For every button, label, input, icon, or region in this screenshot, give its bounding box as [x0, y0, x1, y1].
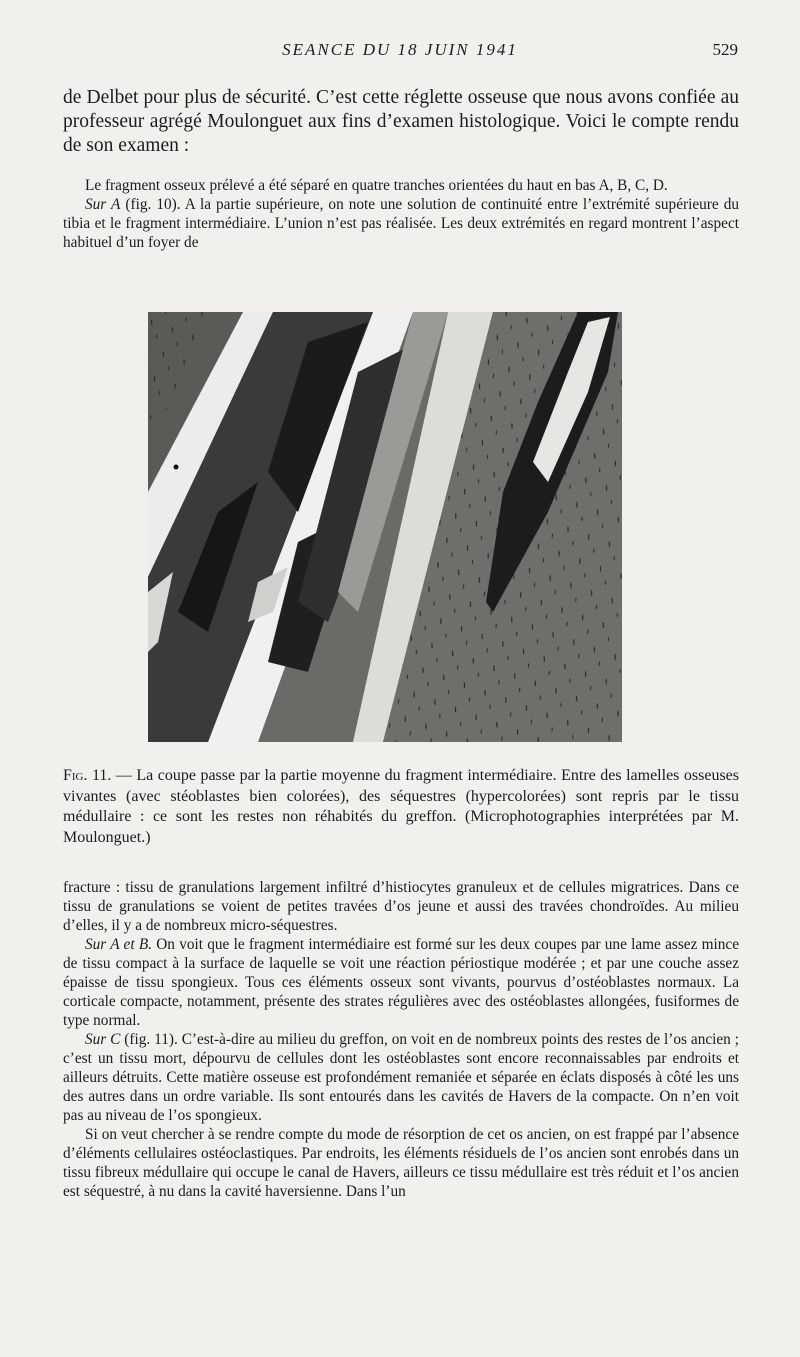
page-header — [0, 40, 800, 64]
report-bottom — [63, 878, 739, 1201]
report-paragraph — [63, 195, 739, 252]
micrograph-figure — [148, 312, 622, 742]
paragraph-text: (fig. 11). C’est-à-dire au milieu du greffon, on voit en de nombreux points des restes de l’os ancien ; c’est un tissu mort, dépourvu de cellules dont les ostéoblastes sont encore reconnaissables par endroits et ailleurs détruits. Cette matière osseuse est profondément remaniée et séparée en éclats disposés à côté les uns des autres dans un ordre variable. Ils sont entourés dans les cavités de Havers de la compacte. On n’en voit pas au niveau de l’os spongieux. — [63, 1031, 739, 1124]
micrograph-image — [148, 312, 622, 742]
section-label: Sur C — [85, 1031, 121, 1048]
paragraph-text: On voit que le fragment intermédiaire est formé sur les deux coupes par une lame assez mince de tissu compact à la surface de laquelle se voit une réaction périostique modérée ; et par une couche assez épaisse de tissu spongieux. Tous ces éléments osseux sont vivants, pourvus d’ostéoblastes normaux. La corticale compacte, notamment, présente des strates régulières avec des ostéoblastes allongées, fusiformes de type normal. — [63, 936, 739, 1029]
caption-text: — La coupe passe par la partie moyenne du fragment intermédiaire. Entre des lamelles osseuses vivantes (avec stéoblastes bien colorées), des séquestres (hypercolorées) sont repris par le tissu médullaire : ce sont les restes non réhabités du greffon. (Microphotographies interprétées par M. Moulonguet.) — [63, 767, 739, 846]
paragraph-text: (fig. 10). A la partie supérieure, on note une solution de continuité entre l’extrémité supérieure du tibia et le fragment intermédiaire. L’union n’est pas réalisée. Les deux extrémités en regard montrent l’aspect habituel d’un foyer de — [63, 196, 739, 251]
section-label: Sur A — [85, 196, 121, 213]
report-paragraph: Si on veut chercher à se rendre compte du mode de résorption de cet os ancien, on est frappé par l’absence d’éléments cellulaires ostéoclastiques. Par endroits, les éléments résiduels de l’os ancien sont enrobés dans un tissu fibreux médullaire qui occupe le canal de Havers, ailleurs ce tissu médullaire est très réduit et l’os ancien est séquestré, à nu dans la cavité haversienne. Dans l’un — [63, 1126, 739, 1200]
report-paragraph: Le fragment osseux prélevé a été séparé en quatre tranches orientées du haut en bas A, B, C, D. — [85, 177, 668, 194]
running-title: SEANCE DU 18 JUIN 1941 — [282, 40, 518, 59]
report-paragraph: fracture : tissu de granulations largement infiltré d’histiocytes granuleux et de cellules migratrices. Dans ce tissu de granulations se voient de petites travées d’os jeune et aussi des travées chondroïdes. Au milieu d’elles, il y a de nombreux micro-séquestres. — [63, 879, 739, 934]
report-paragraph — [63, 1030, 739, 1125]
report-top — [63, 176, 739, 252]
page-number: 529 — [712, 40, 738, 59]
section-label: Sur A et B. — [85, 936, 152, 953]
intro-paragraph: de Delbet pour plus de sécurité. C’est cette réglette osseuse que nous avons confiée au professeur agrégé Moulonguet aux fins d’examen histologique. Voici le compte rendu de son examen : — [63, 87, 739, 156]
figure-caption — [63, 766, 739, 848]
figure-label: Fig. 11. — [63, 767, 112, 784]
report-paragraph — [63, 935, 739, 1030]
